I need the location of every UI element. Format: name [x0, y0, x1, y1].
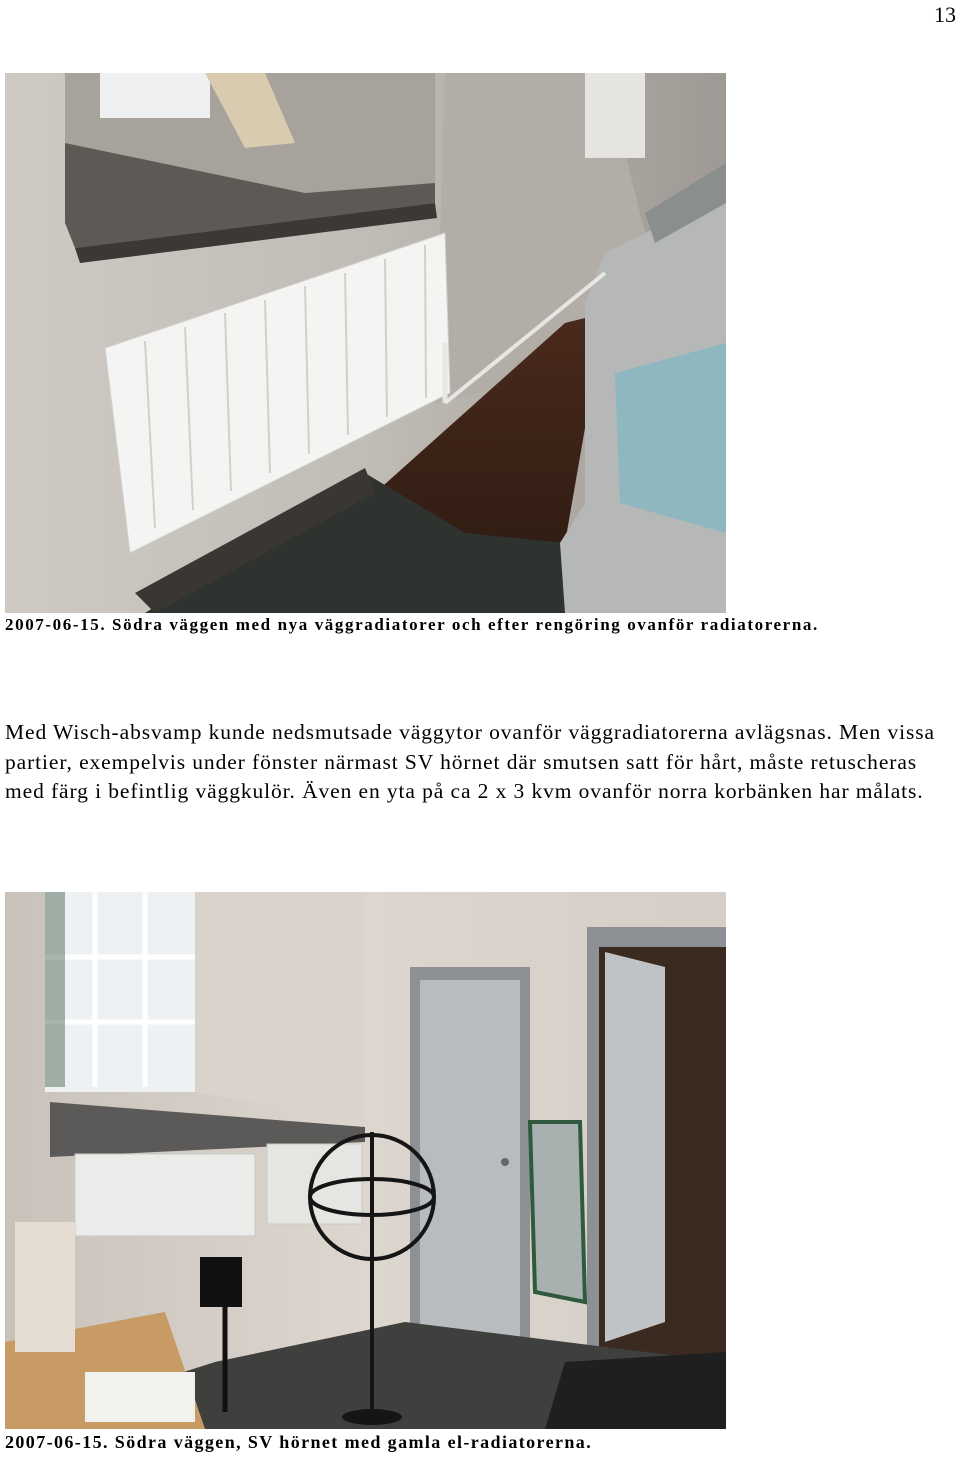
photo-1-caption: 2007-06-15. Södra väggen med nya väggradiatorer och efter rengöring ovanför radiatorerna.: [5, 615, 819, 634]
photo-south-wall-new-radiators: [5, 73, 726, 613]
page-number: 13: [934, 2, 956, 27]
photo-sv-corner-old-radiators: [5, 892, 726, 1429]
photo-2-caption: 2007-06-15. Södra väggen, SV hörnet med gamla el-radiatorerna.: [5, 1432, 593, 1452]
body-paragraph: Med Wisch-absvamp kunde nedsmutsade väggytor ovanför väggradiatorerna avlägsnas. Men vissa partier, exempelvis under fönster närmast SV hörnet där smutsen satt för hårt, måste retuscheras med färg i befintlig väggkulör. Även en yta på ca 2 x 3 kvm ovanför norra korbänken har målats.: [5, 720, 935, 803]
